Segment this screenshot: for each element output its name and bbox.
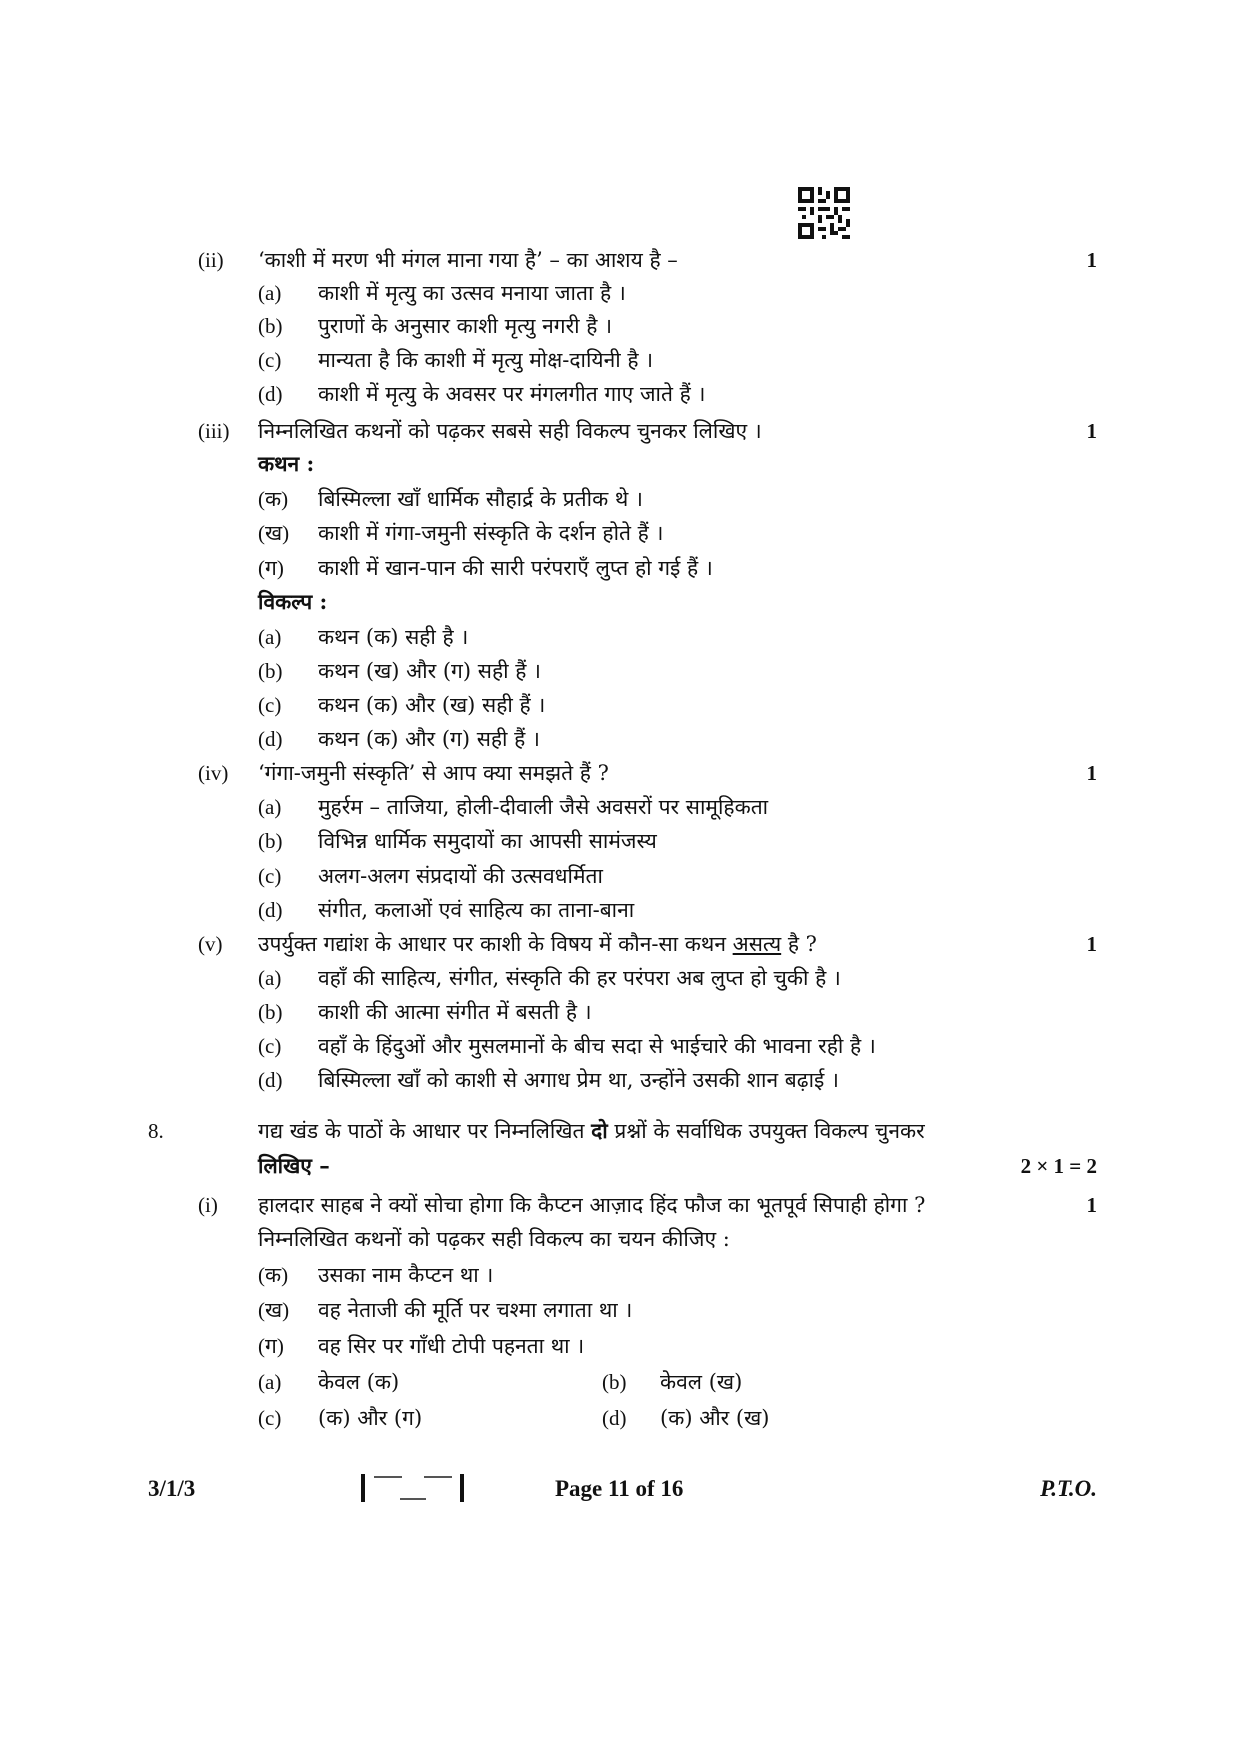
option-row <box>0 790 1241 824</box>
option-label: (d) <box>258 727 283 751</box>
question-text: हालदार साहब ने क्यों सोचा होगा कि कैप्टन आज़ाद हिंद फौज का भूतपूर्व सिपाही होगा ? <box>258 1193 926 1217</box>
statement-text: वह नेताजी की मूर्ति पर चश्मा लगाता था । <box>318 1298 633 1322</box>
option-row <box>0 620 1241 654</box>
instruction-text: निम्नलिखित कथनों को पढ़कर सही विकल्प का चयन कीजिए : <box>258 1227 730 1251</box>
option-text: काशी की आत्मा संगीत में बसती है । <box>318 1000 592 1024</box>
option-row <box>0 688 1241 722</box>
option-text: पुराणों के अनुसार काशी मृत्यु नगरी है । <box>318 314 613 338</box>
emphasis-word: असत्य <box>732 932 782 956</box>
option-label: (d) <box>602 1406 627 1430</box>
option-row <box>0 309 1241 343</box>
question-marks: 2 × 1 = 2 <box>1020 1154 1097 1178</box>
options-heading: विकल्प : <box>258 589 328 614</box>
statements-heading: कथन : <box>258 451 315 476</box>
option-text: (क) और (ख) <box>660 1406 770 1430</box>
option-row <box>0 1365 1241 1399</box>
option-row <box>0 1063 1241 1097</box>
option-row <box>0 824 1241 858</box>
option-row <box>0 893 1241 927</box>
statement-text: काशी में खान-पान की सारी परंपराएँ लुप्त हो गई हैं । <box>318 556 713 580</box>
option-label: (b) <box>258 1000 283 1024</box>
option-label: (c) <box>258 1406 282 1430</box>
question-number: 8. <box>148 1119 164 1143</box>
option-row <box>0 343 1241 377</box>
instruction-row <box>0 1222 1241 1256</box>
option-text: कथन (क) और (ख) सही हैं । <box>318 693 546 717</box>
question-8-i <box>0 1188 1241 1222</box>
option-label: (d) <box>258 382 283 406</box>
paper-code: 3/1/3 <box>148 1476 196 1501</box>
option-text: कथन (क) और (ग) सही हैं । <box>318 727 540 751</box>
emphasis-word: दो <box>591 1118 608 1143</box>
option-text: केवल (क) <box>318 1370 400 1394</box>
option-row <box>0 1401 1241 1435</box>
statement-label: (ग) <box>258 1334 284 1358</box>
option-label: (c) <box>258 864 282 888</box>
statement-text: काशी में गंगा-जमुनी संस्कृति के दर्शन होते हैं । <box>318 521 664 545</box>
option-text: वहाँ के हिंदुओं और मुसलमानों के बीच सदा से भाईचारे की भावना रही है । <box>318 1034 876 1058</box>
option-row <box>0 276 1241 310</box>
question-8 <box>0 1114 1241 1148</box>
option-text: मुहर्रम – ताजिया, होली-दीवाली जैसे अवसरों पर सामूहिकता <box>318 795 769 819</box>
question-number: (v) <box>198 932 223 956</box>
option-text: वहाँ की साहित्य, संगीत, संस्कृति की हर परंपरा अब लुप्त हो चुकी है । <box>318 966 841 990</box>
question-text: निम्नलिखित कथनों को पढ़कर सबसे सही विकल्प चुनकर लिखिए । <box>258 419 762 443</box>
option-text: विभिन्न धार्मिक समुदायों का आपसी सामंजस्य <box>318 829 657 853</box>
option-text: काशी में मृत्यु के अवसर पर मंगलगीत गाए जाते हैं । <box>318 382 706 406</box>
statement-label: (ख) <box>258 521 290 545</box>
statement-row <box>0 1329 1241 1363</box>
option-label: (b) <box>258 829 283 853</box>
options-heading-row <box>0 585 1241 619</box>
option-row <box>0 961 1241 995</box>
option-label: (a) <box>258 1370 282 1394</box>
option-row <box>0 654 1241 688</box>
statement-label: (ख) <box>258 1298 290 1322</box>
option-row <box>0 377 1241 411</box>
page-number: Page 11 of 16 <box>555 1476 684 1501</box>
option-label: (b) <box>258 659 283 683</box>
option-label: (d) <box>258 898 283 922</box>
option-text: बिस्मिल्ला खाँ को काशी से अगाध प्रेम था, उन्होंने उसकी शान बढ़ाई । <box>318 1068 839 1092</box>
statement-row <box>0 1258 1241 1292</box>
question-number: (iii) <box>198 419 230 443</box>
statement-text: उसका नाम कैप्टन था । <box>318 1263 494 1287</box>
qr-code <box>798 187 850 239</box>
question-7-v <box>0 927 1241 961</box>
question-text-continued: लिखिए – <box>258 1153 330 1178</box>
option-label: (a) <box>258 795 282 819</box>
statement-row <box>0 482 1241 516</box>
question-number: (iv) <box>198 761 229 785</box>
option-label: (a) <box>258 625 282 649</box>
question-number: (i) <box>198 1193 218 1217</box>
option-text: अलग-अलग संप्रदायों की उत्सवधर्मिता <box>318 864 603 888</box>
option-label: (c) <box>258 693 282 717</box>
option-label: (c) <box>258 1034 282 1058</box>
question-7-ii <box>0 243 1241 277</box>
option-label: (a) <box>258 281 282 305</box>
statement-text: वह सिर पर गाँधी टोपी पहनता था । <box>318 1334 585 1358</box>
option-text: काशी में मृत्यु का उत्सव मनाया जाता है । <box>318 281 626 305</box>
question-number: (ii) <box>198 248 224 272</box>
option-text: कथन (क) सही है । <box>318 625 469 649</box>
statement-label: (क) <box>258 487 289 511</box>
question-marks: 1 <box>1086 248 1097 272</box>
option-label: (b) <box>602 1370 627 1394</box>
option-row <box>0 1029 1241 1063</box>
pto-label: P.T.O. <box>1040 1476 1097 1501</box>
statement-label: (क) <box>258 1263 289 1287</box>
statement-row <box>0 516 1241 550</box>
option-text: कथन (ख) और (ग) सही हैं । <box>318 659 541 683</box>
question-7-iii <box>0 414 1241 448</box>
option-row <box>0 995 1241 1029</box>
option-text: संगीत, कलाओं एवं साहित्य का ताना-बाना <box>318 898 635 922</box>
question-text: ‘काशी में मरण भी मंगल माना गया है’ – का आशय है – <box>258 248 678 272</box>
option-label: (d) <box>258 1068 283 1092</box>
option-text: केवल (ख) <box>660 1370 743 1394</box>
statement-text: बिस्मिल्ला खाँ धार्मिक सौहार्द्र के प्रतीक थे । <box>318 487 643 511</box>
option-label: (c) <box>258 348 282 372</box>
question-text: उपर्युक्त गद्यांश के आधार पर काशी के विषय में कौन-सा कथन असत्य है ? <box>258 932 817 956</box>
question-text: ‘गंगा-जमुनी संस्कृति’ से आप क्या समझते हैं ? <box>258 761 609 785</box>
question-8-line-2 <box>0 1149 1241 1183</box>
question-marks: 1 <box>1086 419 1097 443</box>
option-row <box>0 722 1241 756</box>
question-marks: 1 <box>1086 761 1097 785</box>
statement-label: (ग) <box>258 556 284 580</box>
question-marks: 1 <box>1086 1193 1097 1217</box>
statement-row <box>0 1293 1241 1327</box>
option-row <box>0 859 1241 893</box>
question-7-iv <box>0 756 1241 790</box>
question-text: गद्य खंड के पाठों के आधार पर निम्नलिखित दो प्रश्नों के सर्वाधिक उपयुक्त विकल्प चुनकर <box>258 1118 925 1143</box>
option-text: (क) और (ग) <box>318 1406 423 1430</box>
option-label: (a) <box>258 966 282 990</box>
statement-row <box>0 551 1241 585</box>
option-label: (b) <box>258 314 283 338</box>
barcode-mark <box>360 1472 466 1504</box>
statements-heading-row <box>0 447 1241 481</box>
option-text: मान्यता है कि काशी में मृत्यु मोक्ष-दायिनी है । <box>318 348 654 372</box>
question-marks: 1 <box>1086 932 1097 956</box>
